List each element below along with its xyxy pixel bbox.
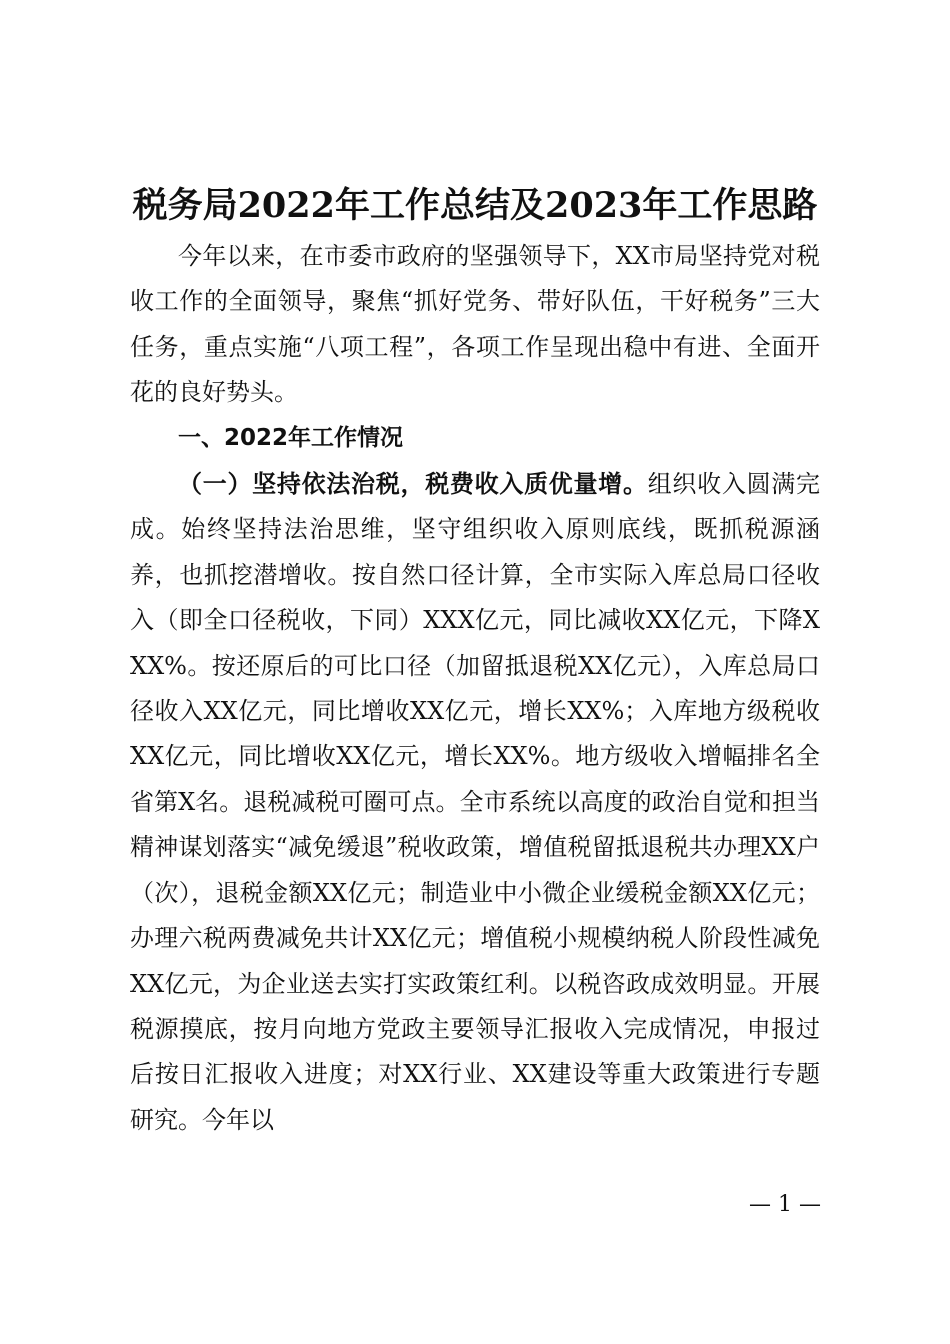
document-title: 税务局2022年工作总结及2023年工作思路	[132, 185, 818, 226]
document-body	[130, 234, 820, 1143]
page-number: — 1 —	[749, 1192, 821, 1217]
intro-paragraph: 今年以来，在市委市政府的坚强领导下，XX市局坚持党对税收工作的全面领导，聚焦“抓好党务、带好队伍，干好税务”三大任务，重点实施“八项工程”，各项工作呈现出稳中有进、全面开花的良好势头。	[130, 242, 820, 407]
paragraph-lead: （一）坚持依法治税，税费收入质优量增。	[178, 469, 648, 499]
paragraph-text: 组织收入圆满完成。始终坚持法治思维，坚守组织收入原则底线，既抓税源涵养，也抓挖潜增收。按自然口径计算，全市实际入库总局口径收入（即全口径税收，下同）XXX亿元，同比减收XX亿元，下降XXX%。按还原后的可比口径（加留抵退税XX亿元），入库总局口径收入XX亿元，同比增收XX亿元，增长XX%；入库地方级税收XX亿元，同比增收XX亿元，增长XX%。地方级收入增幅排名全省第X名。退税减税可圈可点。全市系统以高度的政治自觉和担当精神谋划落实“减免缓退”税收政策，增值税留抵退税共办理XX户（次），退税金额XX亿元；制造业中小微企业缓税金额XX亿元；办理六税两费减免共计XX亿元；增值税小规模纳税人阶段性减免XX亿元，为企业送去实打实政策红利。以税咨政成效明显。开展税源摸底，按月向地方党政主要领导汇报收入完成情况，申报过后按日汇报收入进度；对XX行业、XX建设等重大政策进行专题研究。今年以	[130, 470, 821, 1134]
section-heading: 一、2022年工作情况	[178, 424, 404, 451]
section-paragraph	[130, 461, 820, 1143]
